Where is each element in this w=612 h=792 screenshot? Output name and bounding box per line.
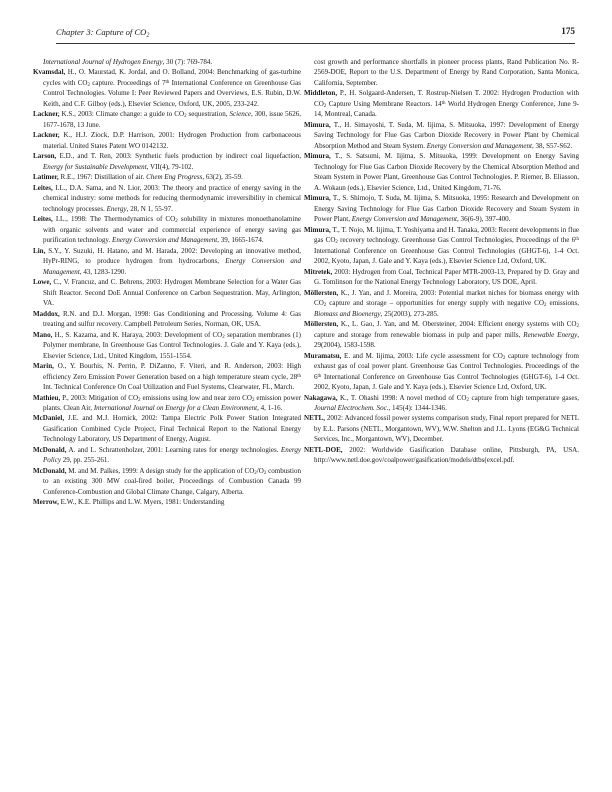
reference-column-left <box>33 57 301 508</box>
page-number: 175 <box>561 26 575 36</box>
reference-entry: McDonald, M. and M. Palkes, 1999: A design study for the application of $CO_2/O_2$ combustion to an existing 300 MW coal-fired boiler, Proceedings of Combustion Canada 99 Conference-Combustion and Global Climate Change, Calgary, Alberta. <box>33 466 301 496</box>
reference-entry: Mimura, T., H. Simayoshi, T. Suda, M. Iijima, S. Mitsuoka, 1997: Development of Energy Saving Technology for Flue Gas Carbon Dioxide Recovery in Power Plant by Chemical Absorption Method and Steam System. Energy Conversion and Management, 38, S57-S62. <box>304 120 579 150</box>
reference-entry: Larson, E.D., and T. Ren, 2003: Synthetic fuels production by indirect coal liquefaction, Energy for Sustainable Development, VII(4), 79-102. <box>33 152 301 171</box>
reference-entry: Marin, O., Y. Bourhis, N. Perrin, P. DiZanno, F. Viteri, and R. Anderson, 2003: High efficiency Zero Emission Power Generation based on a high temperature steam cycle, 28th Int. Technical Conference On Coal Utilization and Fuel Systems, Clearwater, FL, March. <box>33 362 301 392</box>
reference-entry: Middleton, P., H. Solgaard-Andersen, T. Rostrup-Nielsen T. 2002: Hydrogen Production with $CO_2$ Capture Using Membrane Reactors. 14th World Hydrogen Energy Conference, June 9-14, Montreal, Canada. <box>304 89 579 119</box>
reference-entry: Leites, I.L., D.A. Sama, and N. Lior, 2003: The theory and practice of energy saving in the chemical industry: some methods for reducing thermodynamic irreversibility in chemical technology processes. Energy, 28, N 1, 55-97. <box>33 183 301 213</box>
reference-entry: NETL, 2002: Advanced fossil power systems comparison study, Final report prepared for NETL by E.L. Parsons (NETL, Morgantown, WV), W.W. Shelton and J.L. Lyons (EG&G Technical Services, Inc., Morgantown, WV), December. <box>304 414 579 444</box>
reference-entry: Mimura, T., T. Nojo, M. Iijima, T. Yoshiyama and H. Tanaka, 2003: Recent developments in flue gas $CO_2$ recovery technology. Greenhouse Gas Control Technologies, Proceedings of the 6th International Conference on Greenhouse Gas Control Technologies (GHGT-6), 1-4 Oct. 2002, Kyoto, Japan, J. Gale and Y. Kaya (eds.), Elsevier Science Ltd, Oxford, UK. <box>304 225 579 266</box>
reference-entry: Maddox, R.N. and D.J. Morgan, 1998: Gas Conditioning and Processing. Volume 4: Gas treating and sulfur recovery. Campbell Petroleum Series, Norman, OK, USA. <box>33 309 301 329</box>
reference-entry: Kvamsdal, H., O. Maurstad, K. Jordal, and O. Bolland, 2004: Benchmarking of gas-turbine cycles with $CO_2$ capture. Proceedings of 7th International Conference on Greenhouse Gas Control Technologies. Volume I: Peer Reviewed Papers and Overviews, E.S. Rubin, D.W. Keith, and C.F. Gilboy (eds.), Elsevier Science, Oxford, UK, 2005, 233-242. <box>33 68 301 108</box>
header-divider <box>56 43 575 44</box>
reference-entry: Lowe, C., V. Francuz, and C. Behrens, 2003: Hydrogen Membrane Selection for a Water Gas Shift Reactor. Second DoE Annual Conference on Carbon Sequestration. May, Arlington, VA. <box>33 278 301 308</box>
reference-entry: Möllersten, K., L. Gao, J. Yan, and M. Obersteiner, 2004: Efficient energy systems with $CO_2$ capture and storage from renewable biomass in pulp and paper mills, Renewable Energy, 29(2004), 1583-1598. <box>304 320 580 350</box>
reference-entry: McDaniel, J.E. and M.J. Hornick, 2002: Tampa Electric Polk Power Station Integrated Gasification Combined Cycle Project, Final Technical Report to the National Energy Technology Laboratory, US Department of Energy, August. <box>33 414 301 444</box>
reference-continuation: cost growth and performance shortfalls in pioneer process plants, Rand Publication No. R-2569-DOE, Report to the U.S. Department of Energy by Rand Corporation, Santa Monica, California, September. <box>314 58 579 87</box>
reference-entry: McDonald, A. and L. Schrattenholzer, 2001: Learning rates for energy technologies. Energy Policy 29, pp. 255-261. <box>33 445 301 465</box>
reference-entry: Nakagawa, K., T. Ohashi 1998: A novel method of $CO_2$ capture from high temperature gases, Journal Electrochem. Soc., 145(4): 1344-1346. <box>304 393 579 412</box>
reference-entry: Leites, I.L., 1998: The Thermodynamics of $CO_2$ solubility in mixtures monoethanolamine with organic solvents and water and commercial experience of energy saving gas purification technology. Energy Conversion and Management, 39, 1665-1674. <box>33 215 302 245</box>
reference-entry: Muramatsu, E. and M. Iijima, 2003: Life cycle assessment for $CO_2$ capture technology from exhaust gas of coal power plant. Greenhouse Gas Control Technologies. Proceedings of the 6th International Conference on Greenhouse Gas Control Technologies (GHGT-6), 1-4 Oct. 2002, Kyoto, Japan, J. Gale and Y. Kaya (eds.), Elsevier Science Ltd, Oxford, UK. <box>304 351 580 392</box>
reference-entry: Mathieu, P., 2003: Mitigation of $CO_2$ emissions using low and near zero $CO_2$ emission power plants. Clean Air, International Journal on Energy for a Clean Environment, 4, 1-16. <box>33 393 302 412</box>
reference-entry: Merrow, E.W., K.E. Phillips and L.W. Myers, 1981: Understanding <box>33 498 225 507</box>
reference-column-right <box>304 57 579 466</box>
reference-entry: Latimer, R.E., 1967: Distillation of air. Chem Eng Progress, 63(2), 35-59. <box>33 173 243 182</box>
reference-entry: Lin, S.Y., Y. Suzuki, H. Hatano, and M. Harada, 2002: Developing an innovative method, HyPr-RING, to produce hydrogen from hydrocarbons, Energy Conversion and Management, 43, 1283-1290. <box>33 246 301 276</box>
reference-entry: Mitretek, 2003: Hydrogen from Coal, Technical Paper MTR-2003-13, Prepared by D. Gray and G. Tomlinson for the National Energy Technology Laboratory, US DOE, April. <box>304 267 579 287</box>
reference-entry: Möllersten, K., J. Yan, and J. Moreira, 2003: Potential market niches for biomass energy with $CO_2$ capture and storage – opportunities for energy supply with negative $CO_2$ emissions, Biomass and Bioenergy, 25(2003), 273-285. <box>304 288 580 318</box>
chapter-title: Chapter 3: Capture of $CO_2$ <box>56 27 150 39</box>
reference-entry: Lackner, K.S., 2003: Climate change: a guide to $CO_2$ sequestration, Science, 300, issue 5626, 1677-1678, 13 June. <box>33 110 301 129</box>
reference-continuation: International Journal of Hydrogen Energy, 30 (7): 769-784. <box>43 58 213 66</box>
running-header <box>56 23 575 43</box>
reference-entry: Mano, H., S. Kazama, and K. Haraya, 2003: Development of $CO_2$ separation membranes (1) Polymer membrane, In Greenhouse Gas Control Technologies. J. Gale and Y. Kaya (eds.), Elsevier Science, Ltd., United Kingdom, 1551-1554. <box>33 330 301 360</box>
reference-entry: Mimura, T., S. Shimojo, T. Suda, M. Iijima, S. Mitsuoka, 1995: Research and Development on Energy Saving Technology for Flue Gas Carbon Dioxide Recovery and Steam System in Power Plant, Energy Conversion and Management, 36(6-9), 397-400. <box>304 194 579 224</box>
reference-entry: Mimura, T., S. Satsumi, M. Iijima, S. Mitsuoka, 1999: Development on Energy Saving Technology for Flue Gas Carbon Dioxide Recovery by the Chemical Absorption Method and Steam System in Power Plant, Greenhouse Gas Control Technologies. P. Riemer, B. Eliasson, A. Wokaun (eds.), Elsevier Science, Ltd., United Kingdom, 71-76. <box>304 152 579 192</box>
reference-entry: NETL-DOE, 2002: Worldwide Gasification Database online, Pittsburgh, PA, USA. http://www.netl.doe.gov/coalpower/gasification/models/dtbs(excel.pdf. <box>304 445 579 465</box>
reference-entry: Lackner, K., H.J. Ziock, D.P. Harrison, 2001: Hydrogen Production from carbonaceous material. United States Patent WO 0142132. <box>33 131 301 150</box>
